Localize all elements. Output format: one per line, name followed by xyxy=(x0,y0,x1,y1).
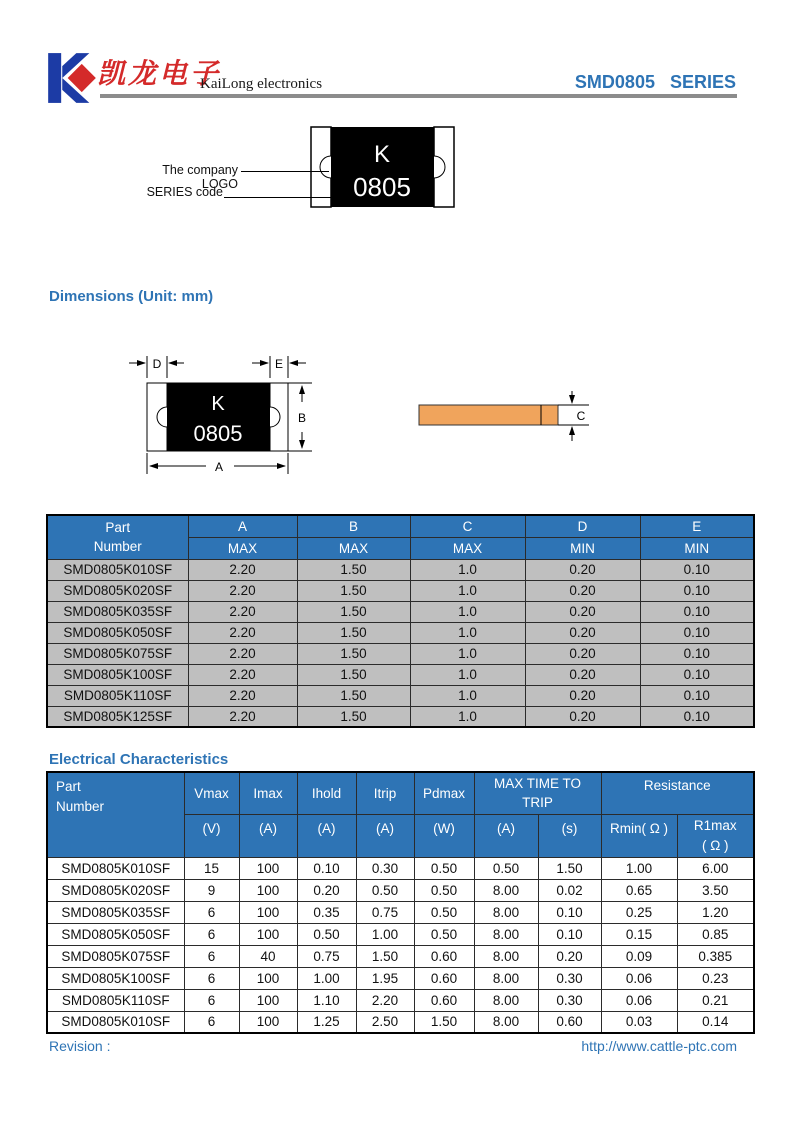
value-cell: 0.60 xyxy=(414,945,474,967)
elec-part-header-line1: Part xyxy=(56,779,81,794)
value-cell: 0.20 xyxy=(525,622,640,643)
value-cell: 1.25 xyxy=(297,1011,356,1033)
value-cell: 0.60 xyxy=(414,967,474,989)
dim-label-c: C xyxy=(576,409,586,423)
value-cell: 0.50 xyxy=(297,923,356,945)
elec-col-max-time-to-trip xyxy=(474,772,601,814)
value-cell: 0.50 xyxy=(474,857,538,879)
side-view-body xyxy=(419,405,558,425)
dim-label-b: B xyxy=(297,411,307,425)
elec-col-itrip: Itrip xyxy=(356,772,414,814)
value-cell: 0.75 xyxy=(356,901,414,923)
table-row xyxy=(47,1011,754,1033)
r1max-line1: R1max xyxy=(693,817,737,833)
table-row xyxy=(47,879,754,901)
elec-unit-v: (V) xyxy=(184,814,239,857)
value-cell: 0.20 xyxy=(525,664,640,685)
part-number-cell: SMD0805K020SF xyxy=(47,879,184,901)
value-cell: 100 xyxy=(239,879,297,901)
value-cell: 8.00 xyxy=(474,989,538,1011)
dims-col-d: D xyxy=(525,515,640,537)
electrical-table-wrap xyxy=(46,771,755,1034)
max-time-line1: MAX TIME TO xyxy=(493,775,582,791)
value-cell: 1.50 xyxy=(297,622,410,643)
value-cell: 8.00 xyxy=(474,879,538,901)
value-cell: 6 xyxy=(184,967,239,989)
value-cell: 2.20 xyxy=(188,643,297,664)
company-name-english: KaiLong electronics xyxy=(200,76,323,92)
value-cell: 100 xyxy=(239,989,297,1011)
value-cell: 0.10 xyxy=(538,923,601,945)
revision-label: Revision : xyxy=(49,1038,111,1054)
value-cell: 0.23 xyxy=(677,967,754,989)
max-time-line2: TRIP xyxy=(522,795,553,811)
logo-bar xyxy=(48,53,61,103)
dimensions-table xyxy=(46,514,755,728)
value-cell: 0.20 xyxy=(525,685,640,706)
table-row xyxy=(47,622,754,643)
marking-series-code: 0805 xyxy=(353,172,411,202)
diagram-marking-series: 0805 xyxy=(193,421,243,446)
table-row xyxy=(47,601,754,622)
table-row xyxy=(47,945,754,967)
part-number-cell: SMD0805K035SF xyxy=(47,601,188,622)
value-cell: 0.20 xyxy=(525,559,640,580)
value-cell: 1.0 xyxy=(410,601,525,622)
value-cell: 1.50 xyxy=(297,664,410,685)
value-cell: 1.0 xyxy=(410,580,525,601)
dimension-diagram-side-view xyxy=(417,389,597,445)
value-cell: 2.50 xyxy=(356,1011,414,1033)
dims-col-c: C xyxy=(410,515,525,537)
table-row xyxy=(47,901,754,923)
value-cell: 0.20 xyxy=(525,601,640,622)
dimensions-section-title: Dimensions (Unit: mm) xyxy=(49,288,214,305)
value-cell: 2.20 xyxy=(188,559,297,580)
value-cell: 0.385 xyxy=(677,945,754,967)
value-cell: 0.10 xyxy=(640,685,754,706)
header-divider xyxy=(100,94,737,98)
value-cell: 2.20 xyxy=(188,664,297,685)
table-row xyxy=(47,580,754,601)
value-cell: 100 xyxy=(239,967,297,989)
value-cell: 0.09 xyxy=(601,945,677,967)
value-cell: 1.00 xyxy=(601,857,677,879)
value-cell: 1.0 xyxy=(410,622,525,643)
table-row xyxy=(47,989,754,1011)
part-number-cell: SMD0805K035SF xyxy=(47,901,184,923)
dims-limit-b: MAX xyxy=(297,537,410,559)
value-cell: 6 xyxy=(184,989,239,1011)
dim-label-a: A xyxy=(214,460,224,474)
value-cell: 1.50 xyxy=(297,580,410,601)
value-cell: 1.50 xyxy=(297,706,410,727)
part-number-cell: SMD0805K010SF xyxy=(47,857,184,879)
value-cell: 0.30 xyxy=(538,989,601,1011)
value-cell: 0.60 xyxy=(538,1011,601,1033)
value-cell: 0.14 xyxy=(677,1011,754,1033)
value-cell: 1.50 xyxy=(297,643,410,664)
part-number-cell: SMD0805K075SF xyxy=(47,945,184,967)
value-cell: 6 xyxy=(184,945,239,967)
part-number-cell: SMD0805K050SF xyxy=(47,622,188,643)
table-row xyxy=(47,643,754,664)
value-cell: 0.02 xyxy=(538,879,601,901)
kailong-logo-icon xyxy=(46,52,98,104)
value-cell: 0.30 xyxy=(356,857,414,879)
value-cell: 0.50 xyxy=(414,879,474,901)
value-cell: 1.0 xyxy=(410,559,525,580)
value-cell: 1.00 xyxy=(297,967,356,989)
value-cell: 0.10 xyxy=(640,664,754,685)
value-cell: 0.65 xyxy=(601,879,677,901)
dimensions-table-wrap xyxy=(46,514,755,728)
value-cell: 1.0 xyxy=(410,643,525,664)
elec-part-header-line2: Number xyxy=(56,798,105,814)
elec-unit-a3: (A) xyxy=(356,814,414,857)
dims-part-header-line2: Number xyxy=(93,539,142,555)
value-cell: 2.20 xyxy=(188,580,297,601)
dim-label-d: D xyxy=(152,357,162,371)
value-cell: 2.20 xyxy=(188,601,297,622)
elec-unit-w: (W) xyxy=(414,814,474,857)
part-number-cell: SMD0805K125SF xyxy=(47,706,188,727)
dims-col-a: A xyxy=(188,515,297,537)
value-cell: 1.50 xyxy=(538,857,601,879)
dims-col-b: B xyxy=(297,515,410,537)
callout-series-code-label: SERIES code xyxy=(146,185,223,199)
elec-col-imax: Imax xyxy=(239,772,297,814)
value-cell: 1.20 xyxy=(677,901,754,923)
part-number-cell: SMD0805K100SF xyxy=(47,967,184,989)
value-cell: 2.20 xyxy=(188,685,297,706)
table-row xyxy=(47,685,754,706)
value-cell: 8.00 xyxy=(474,945,538,967)
elec-col-ihold: Ihold xyxy=(297,772,356,814)
dims-part-number-header xyxy=(47,515,188,559)
dims-limit-c: MAX xyxy=(410,537,525,559)
value-cell: 1.0 xyxy=(410,685,525,706)
value-cell: 1.50 xyxy=(297,685,410,706)
value-cell: 1.50 xyxy=(297,601,410,622)
value-cell: 0.10 xyxy=(538,901,601,923)
value-cell: 1.50 xyxy=(356,945,414,967)
value-cell: 0.20 xyxy=(297,879,356,901)
value-cell: 0.10 xyxy=(640,580,754,601)
elec-col-resistance: Resistance xyxy=(601,772,754,814)
table-row xyxy=(47,664,754,685)
value-cell: 0.20 xyxy=(538,945,601,967)
value-cell: 0.50 xyxy=(356,879,414,901)
value-cell: 0.10 xyxy=(640,643,754,664)
elec-unit-a4: (A) xyxy=(474,814,538,857)
value-cell: 1.0 xyxy=(410,664,525,685)
dims-limit-a: MAX xyxy=(188,537,297,559)
dims-limit-e: MIN xyxy=(640,537,754,559)
elec-unit-s: (s) xyxy=(538,814,601,857)
value-cell: 0.03 xyxy=(601,1011,677,1033)
table-row xyxy=(47,559,754,580)
part-number-cell: SMD0805K075SF xyxy=(47,643,188,664)
value-cell: 0.21 xyxy=(677,989,754,1011)
value-cell: 1.50 xyxy=(414,1011,474,1033)
value-cell: 0.60 xyxy=(414,989,474,1011)
part-number-cell: SMD0805K100SF xyxy=(47,664,188,685)
value-cell: 0.30 xyxy=(538,967,601,989)
value-cell: 2.20 xyxy=(188,622,297,643)
value-cell: 8.00 xyxy=(474,923,538,945)
dim-label-e: E xyxy=(274,357,284,371)
elec-unit-r1max xyxy=(677,814,754,857)
value-cell: 6.00 xyxy=(677,857,754,879)
value-cell: 15 xyxy=(184,857,239,879)
value-cell: 2.20 xyxy=(356,989,414,1011)
dims-part-header-line1: Part xyxy=(105,519,131,535)
company-name-chinese: 凯龙电子 xyxy=(97,58,222,89)
value-cell: 1.50 xyxy=(297,559,410,580)
value-cell: 100 xyxy=(239,901,297,923)
series-title: SMD0805 SERIES xyxy=(574,72,736,92)
r1max-line2: ( Ω ) xyxy=(701,837,729,853)
value-cell: 0.25 xyxy=(601,901,677,923)
elec-unit-a2: (A) xyxy=(297,814,356,857)
value-cell: 0.50 xyxy=(414,901,474,923)
value-cell: 0.06 xyxy=(601,967,677,989)
value-cell: 3.50 xyxy=(677,879,754,901)
callout-logo-leader-line xyxy=(241,171,329,172)
value-cell: 0.15 xyxy=(601,923,677,945)
value-cell: 1.95 xyxy=(356,967,414,989)
value-cell: 0.06 xyxy=(601,989,677,1011)
value-cell: 8.00 xyxy=(474,901,538,923)
value-cell: 6 xyxy=(184,1011,239,1033)
value-cell: 9 xyxy=(184,879,239,901)
elec-part-number-header xyxy=(47,772,184,857)
marking-logo-letter: K xyxy=(373,141,391,168)
value-cell: 1.0 xyxy=(410,706,525,727)
value-cell: 0.10 xyxy=(640,706,754,727)
value-cell: 8.00 xyxy=(474,1011,538,1033)
value-cell: 8.00 xyxy=(474,967,538,989)
part-number-cell: SMD0805K050SF xyxy=(47,923,184,945)
electrical-table xyxy=(46,771,755,1034)
value-cell: 0.75 xyxy=(297,945,356,967)
value-cell: 100 xyxy=(239,857,297,879)
electrical-table-body xyxy=(47,857,754,1033)
value-cell: 0.50 xyxy=(414,857,474,879)
dimensions-table-body xyxy=(47,559,754,727)
value-cell: 1.10 xyxy=(297,989,356,1011)
value-cell: 0.10 xyxy=(640,559,754,580)
part-number-cell: SMD0805K110SF xyxy=(47,989,184,1011)
value-cell: 0.10 xyxy=(640,601,754,622)
elec-unit-rmin: Rmin( Ω ) xyxy=(601,814,677,857)
part-number-cell: SMD0805K010SF xyxy=(47,1011,184,1033)
value-cell: 6 xyxy=(184,901,239,923)
value-cell: 0.35 xyxy=(297,901,356,923)
website-link[interactable]: http://www.cattle-ptc.com xyxy=(581,1038,737,1054)
value-cell: 0.20 xyxy=(525,706,640,727)
value-cell: 0.10 xyxy=(297,857,356,879)
value-cell: 100 xyxy=(239,1011,297,1033)
elec-col-vmax: Vmax xyxy=(184,772,239,814)
dims-col-e: E xyxy=(640,515,754,537)
part-number-cell: SMD0805K010SF xyxy=(47,559,188,580)
diagram-marking-logo: K xyxy=(211,393,225,415)
value-cell: 2.20 xyxy=(188,706,297,727)
value-cell: 0.85 xyxy=(677,923,754,945)
value-cell: 0.10 xyxy=(640,622,754,643)
part-number-cell: SMD0805K020SF xyxy=(47,580,188,601)
dims-limit-d: MIN xyxy=(525,537,640,559)
value-cell: 0.50 xyxy=(414,923,474,945)
table-row xyxy=(47,923,754,945)
elec-col-pdmax: Pdmax xyxy=(414,772,474,814)
table-row xyxy=(47,967,754,989)
table-row xyxy=(47,857,754,879)
value-cell: 0.20 xyxy=(525,580,640,601)
value-cell: 0.20 xyxy=(525,643,640,664)
value-cell: 1.00 xyxy=(356,923,414,945)
value-cell: 6 xyxy=(184,923,239,945)
value-cell: 100 xyxy=(239,923,297,945)
callout-series-leader-line xyxy=(224,197,334,198)
value-cell: 40 xyxy=(239,945,297,967)
electrical-section-title: Electrical Characteristics xyxy=(49,751,229,768)
table-row xyxy=(47,706,754,727)
elec-unit-a1: (A) xyxy=(239,814,297,857)
part-number-cell: SMD0805K110SF xyxy=(47,685,188,706)
dimension-diagram-top-view xyxy=(126,350,316,480)
callout-company-logo-label: The company LOGO xyxy=(162,163,238,191)
